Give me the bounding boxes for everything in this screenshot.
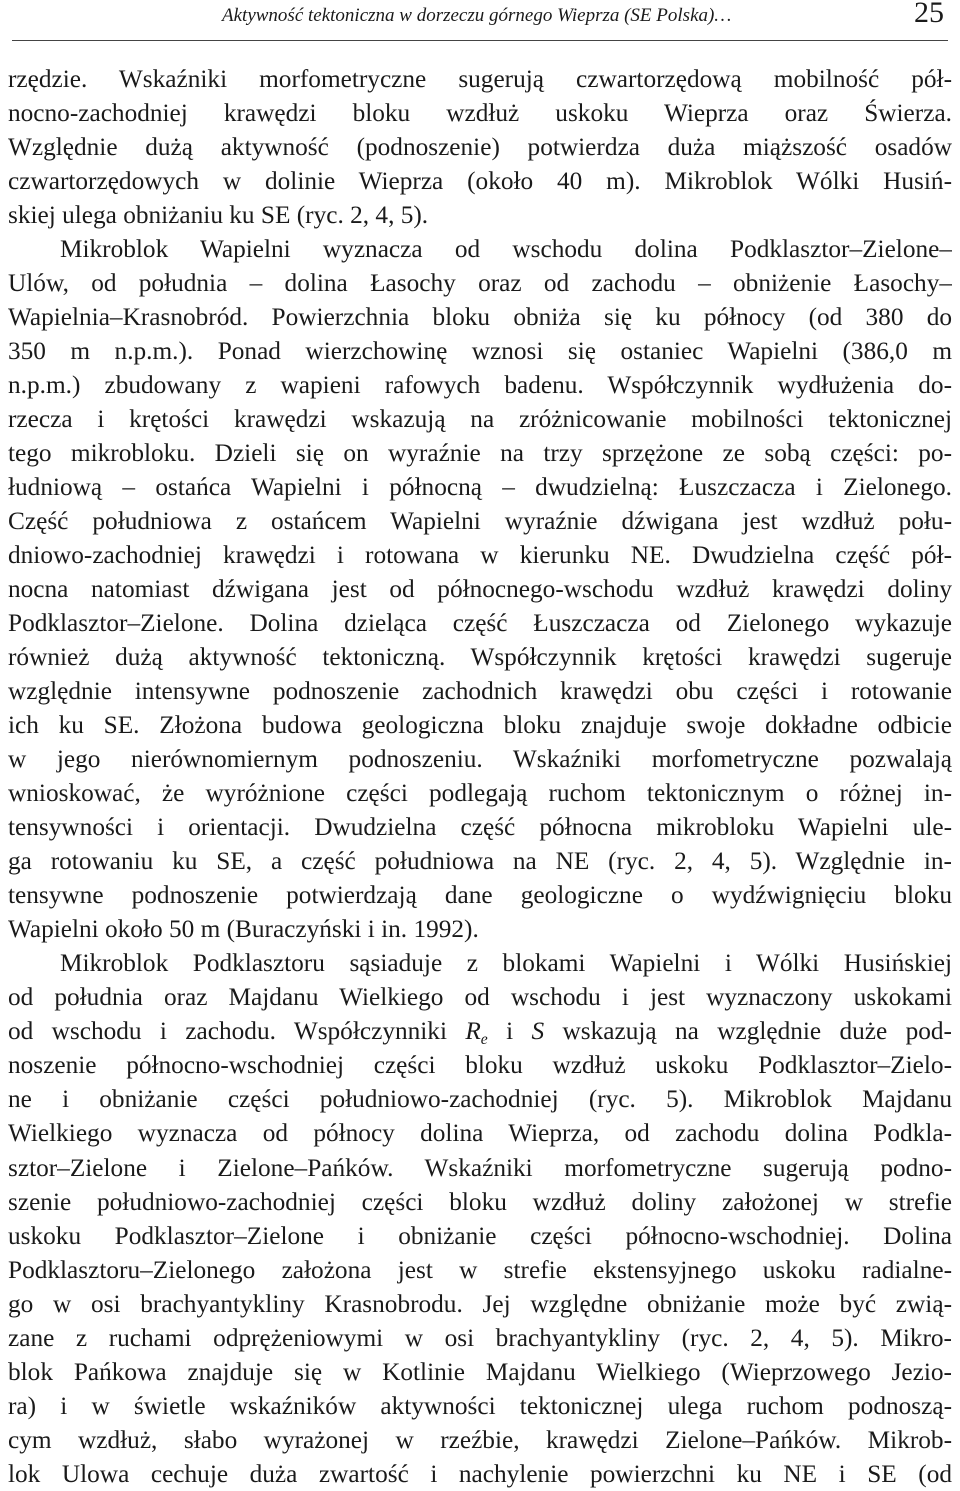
paragraph-start-line: Mikroblok Wapielni wyznacza od wschodu dolina Podklasztor–Zielone– [60,235,952,264]
text-line: go w osi brachyantykliny Krasnobrodu. Jej względne obniżanie może być zwią- [8,1289,952,1318]
text-line: nocna natomiast dźwigana jest od północnego-wschodu wzdłuż krawędzi doliny [8,575,952,604]
text-line: ga rotowaniu ku SE, a część południowa na NE (ryc. 2, 4, 5). Względnie in- [8,847,952,876]
text-line: Wielkiego wyznacza od północy dolina Wieprza, od zachodu dolina Podkla- [8,1119,952,1148]
running-header [12,0,948,41]
text-line: tensywne podnoszenie potwierdzają dane geologiczne o wydźwignięciu bloku [8,881,952,910]
text-line: uskoku Podklasztor–Zielone i obniżanie części północno-wschodniej. Dolina [8,1221,952,1250]
text-line: cym wzdłuż, słabo wyrażonej w rzeźbie, krawędzi Zielone–Pańków. Mikrob- [8,1425,952,1454]
symbol-s: S [531,1017,545,1046]
text-line: względnie intensywne podnoszenie zachodnich krawędzi obu części i rotowanie [8,677,952,706]
text-line: Wapielnia–Krasnobród. Powierzchnia bloku obniża się ku północy (od 380 do [8,303,952,332]
text-line-with-symbols [8,1014,952,1048]
text-line: również dużą aktywność tektoniczną. Współczynnik krętości krawędzi sugeruje [8,643,952,672]
text-line: n.p.m.) zbudowany z wapieni rafowych badenu. Współczynnik wydłużenia do- [8,371,952,400]
text-line: rzecza i krętości krawędzi wskazują na zróżnicowanie mobilności tektonicznej [8,405,952,434]
text-line: ne i obniżanie części południowo-zachodniej (ryc. 5). Mikroblok Majdanu [8,1085,952,1114]
text-line: noszenie północno-wschodniej części bloku wzdłuż uskoku Podklasztor–Zielo- [8,1051,952,1080]
text-line: ra) i w świetle wskaźników aktywności tektonicznej ulega ruchom podnoszą- [8,1391,952,1420]
text-line: Podklasztoru–Zielonego założona jest w strefie ekstensyjnego uskoku radialne- [8,1255,952,1284]
text-line: zane z ruchami odprężeniowymi w osi brachyantykliny (ryc. 2, 4, 5). Mikro- [8,1323,952,1352]
text-line: w jego nierównomiernym podnoszeniu. Wskaźniki morfometryczne pozwalają [8,745,952,774]
text-line: ich ku SE. Złożona budowa geologiczna bloku znajduje swoje dokładne odbicie [8,711,952,740]
text-line: rzędzie. Wskaźniki morfometryczne sugerują czwartorzędową mobilność pół- [8,65,952,93]
text-line: lok Ulowa cechuje duża zwartość i nachylenie powierzchni ku NE i SE (od [8,1459,952,1488]
text-line: tego mikrobloku. Dzieli się on wyraźnie na trzy sprzężone ze sobą części: po- [8,439,952,468]
text-line: Ulów, od południa – dolina Łasochy oraz od zachodu – obniżenie Łasochy– [8,269,952,298]
page-number: 25 [914,0,944,29]
text-line: szenie południowo-zachodniej części bloku wzdłuż doliny założonej w strefie [8,1187,952,1216]
line-segment: wskazują na względnie duże pod- [544,1017,952,1046]
line-segment: od wschodu i zachodu. Współczynniki [8,1017,466,1046]
text-line: czwartorzędowych w dolinie Wieprza (około 40 m). Mikroblok Wólki Husiń- [8,167,952,196]
text-line: skiej ulega obniżaniu ku SE (ryc. 2, 4, 5). [8,201,429,230]
text-line: dniowo-zachodniej krawędzi i rotowana w kierunku NE. Dwudzielna część pół- [8,541,952,570]
running-title: Aktywność tektoniczna w dorzeczu górnego Wieprza (SE Polska)… [222,5,732,26]
line-segment: i [487,1017,532,1046]
symbol-r: R [465,1017,481,1046]
text-line: od południa oraz Majdanu Wielkiego od wschodu i jest wyznaczony uskokami [8,983,952,1012]
text-line: Część południowa z ostańcem Wapielni wyraźnie dźwigana jest wzdłuż połu- [8,507,952,536]
text-line: Wapielni około 50 m (Buraczyński i in. 1992). [8,915,479,944]
text-line: nocno-zachodniej krawędzi bloku wzdłuż uskoku Wieprza oraz Świerza. [8,99,952,128]
text-line: tensywności i orientacji. Dwudzielna część północna mikrobloku Wapielni ule- [8,813,952,842]
text-line: Względnie dużą aktywność (podnoszenie) potwierdza duża miąższość osadów [8,133,952,162]
text-line: łudniową – ostańca Wapielni i północną – dwudzielną: Łuszczacza i Zielonego. [8,473,952,502]
text-line: 350 m n.p.m.). Ponad wierzchowinę wznosi się ostaniec Wapielni (386,0 m [8,337,952,366]
symbol-r-subscript: e [480,1031,488,1049]
text-line: sztor–Zielone i Zielone–Pańków. Wskaźniki morfometryczne sugerują podno- [8,1153,952,1182]
text-line: Podklasztor–Zielone. Dolina dzieląca część Łuszczacza od Zielonego wykazuje [8,609,952,638]
text-line: wnioskować, że wyróżnione części podlegają ruchom tektonicznym o różnej in- [8,779,952,808]
body-text [8,62,952,1491]
text-line: blok Pańkowa znajduje się w Kotlinie Majdanu Wielkiego (Wieprzowego Jezio- [8,1357,952,1386]
paragraph-start-line: Mikroblok Podklasztoru sąsiaduje z blokami Wapielni i Wólki Husińskiej [60,949,952,978]
